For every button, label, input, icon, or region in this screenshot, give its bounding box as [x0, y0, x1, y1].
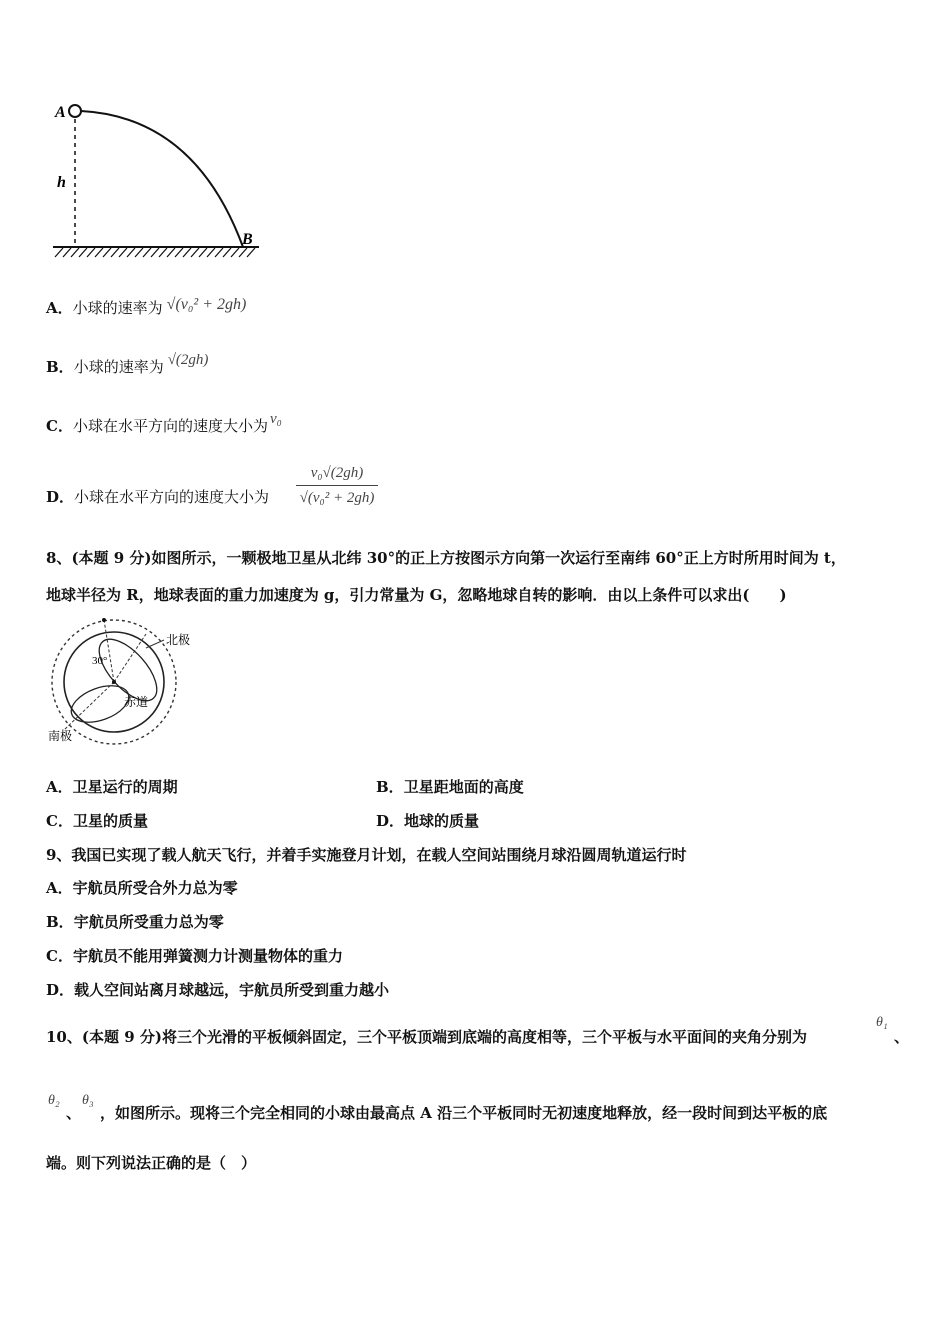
q9-stem: 9、我国已实现了载人航天飞行，并着手实施登月计划，在载人空间站围绕月球沿圆周轨道运行时 [46, 846, 687, 864]
q9-option-b[interactable]: B．宇航员所受重力总为零 [46, 913, 224, 931]
q7-option-c[interactable]: C．小球在水平方向的速度大小为 v₀ [46, 411, 282, 435]
satellite-dot [102, 618, 106, 622]
q8-option-b[interactable]: B．卫星距地面的高度 [376, 778, 524, 796]
label-angle: 30° [92, 655, 108, 667]
formula-d-numerator: v₀√(2gh) [296, 462, 378, 486]
q8-option-d[interactable]: D．地球的质量 [376, 812, 480, 830]
q9-option-c[interactable]: C．宇航员不能用弹簧测力计测量物体的重力 [46, 947, 343, 965]
q10-stem-line1: 10、(本题 9 分)将三个光滑的平板倾斜固定，三个平板顶端到底端的高度相等，三个平板与水平面间的夹角分别为 [46, 1028, 807, 1046]
q7-option-a[interactable]: A．小球的速率为 √(v₀² + 2gh) [46, 296, 247, 317]
q9-option-d[interactable]: D．载人空间站离月球越远，宇航员所受到重力越小 [46, 981, 390, 999]
formula-c: v₀ [269, 411, 282, 427]
theta1-symbol: θ₁ [876, 1015, 888, 1030]
label-south-pole: 南极 [48, 729, 73, 743]
orbit-figure [46, 618, 206, 748]
q7-option-b[interactable]: B．小球的速率为 √(2gh) [46, 352, 209, 376]
q8-stem-line1: 8、(本题 9 分)如图所示，一颗极地卫星从北纬 30°的正上方按图示方向第一次运行至南纬 60°正上方时所用时间为 t， [46, 549, 846, 567]
earth-center [112, 680, 116, 684]
q7-option-d[interactable]: D．小球在水平方向的速度大小为 [46, 488, 270, 506]
formula-d-denominator: √(v₀² + 2gh) [299, 490, 375, 506]
q9-option-a[interactable]: A．宇航员所受合外力总为零 [46, 879, 238, 897]
q10-stem-line2: ，如图所示。现将三个完全相同的小球由最高点 A 沿三个平板同时无初速度地释放，经一段时间到达平板的底 [100, 1104, 828, 1122]
projectile-figure [45, 95, 275, 270]
label-h: h [57, 174, 66, 191]
q8-option-a[interactable]: A．卫星运行的周期 [46, 778, 178, 796]
q8-stem-line2: 地球半径为 R，地球表面的重力加速度为 g，引力常量为 G，忽略地球自转的影响．由以上条件可以求出( ) [46, 586, 787, 604]
q10-separator-1: 、 [894, 1028, 910, 1046]
theta3-symbol: θ₃ [82, 1093, 94, 1108]
q10-separator-2: 、 [66, 1104, 82, 1122]
ground-hatching [55, 248, 255, 257]
label-north-pole: 北极 [166, 633, 191, 647]
trajectory-curve [81, 111, 243, 247]
theta2-symbol: θ₂ [48, 1093, 60, 1108]
label-equator: 赤道 [124, 695, 149, 709]
label-b: B [242, 231, 253, 248]
ball-a [69, 105, 81, 117]
formula-b: √(2gh) [167, 352, 209, 368]
formula-a: √(v₀² + 2gh) [166, 296, 247, 313]
formula-d [296, 462, 378, 510]
q10-stem-line3: 端。则下列说法正确的是（ ） [46, 1154, 257, 1172]
q8-option-c[interactable]: C．卫星的质量 [46, 812, 148, 830]
label-a: A [55, 104, 66, 121]
